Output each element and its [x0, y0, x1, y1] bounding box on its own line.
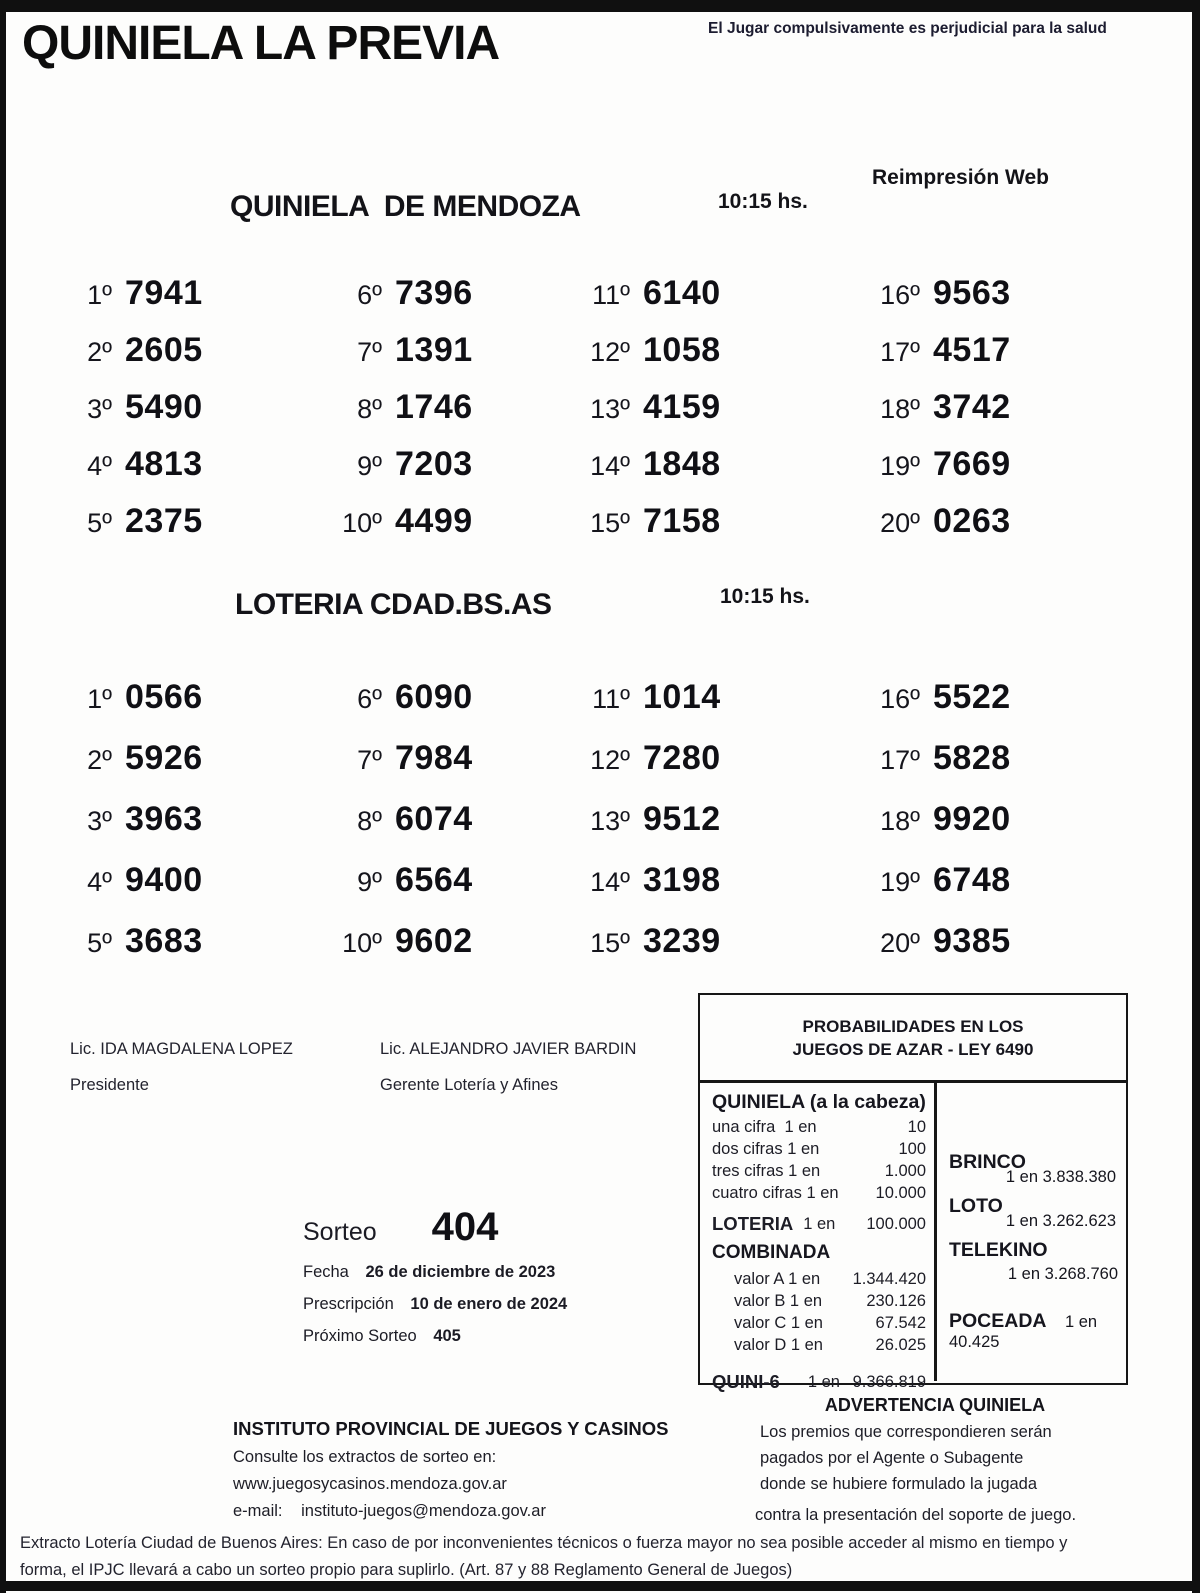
- winning-number: 5490: [125, 388, 203, 426]
- proximo-sorteo-value: 405: [433, 1327, 461, 1345]
- position-label: 14º: [590, 451, 630, 481]
- odds-row: [712, 1334, 926, 1356]
- draw-result: [330, 922, 578, 983]
- winning-number: 3742: [933, 388, 1011, 426]
- game-odds-value: 1 en 3.268.760: [1007, 1265, 1118, 1283]
- odds-label: una cifra 1 en: [712, 1118, 817, 1136]
- winning-number: 6564: [395, 861, 473, 899]
- winning-number: 0263: [933, 502, 1011, 540]
- winning-number: 6748: [933, 861, 1011, 899]
- draw-info-block: [303, 1205, 683, 1346]
- draw-result: [578, 800, 868, 861]
- prescripcion-line: [303, 1295, 683, 1314]
- position-label: 17º: [880, 745, 920, 775]
- draw-result: [868, 861, 1140, 922]
- position-label: 13º: [590, 394, 630, 424]
- winning-number: 7984: [395, 739, 473, 777]
- sorteo-line: [303, 1205, 683, 1250]
- mendoza-results-grid: [60, 274, 1140, 559]
- draw-result: [330, 861, 578, 922]
- winning-number: 9563: [933, 274, 1011, 312]
- email-value: instituto-juegos@mendoza.gov.ar: [301, 1502, 546, 1520]
- draw-result: [60, 445, 330, 502]
- winning-number: 4517: [933, 331, 1011, 369]
- game-name: TELEKINO: [949, 1239, 1048, 1261]
- results-row: [60, 922, 1140, 983]
- position-label: 2º: [87, 745, 112, 775]
- draw-result: [578, 502, 868, 559]
- advertencia-title: ADVERTENCIA QUINIELA: [824, 1395, 1046, 1415]
- draw-result: [868, 388, 1140, 445]
- position-label: 9º: [357, 867, 382, 897]
- winning-number: 4159: [643, 388, 721, 426]
- email-label: e-mail:: [233, 1502, 283, 1520]
- position-label: 5º: [87, 928, 112, 958]
- odds-value: 26.025: [875, 1336, 926, 1354]
- position-label: 11º: [592, 684, 630, 714]
- winning-number: 7669: [933, 445, 1011, 483]
- draw-result: [868, 800, 1140, 861]
- draw-result: [578, 331, 868, 388]
- winning-number: 1746: [395, 388, 473, 426]
- results-row: [60, 678, 1140, 739]
- telekino-odds: [949, 1239, 1118, 1284]
- odds-value: 10: [907, 1118, 926, 1136]
- position-label: 6º: [357, 684, 382, 714]
- winning-number: 5522: [933, 678, 1011, 716]
- draw-result: [868, 739, 1140, 800]
- odds-row: [712, 1290, 926, 1312]
- odds-value: 100.000: [866, 1215, 926, 1233]
- position-label: 4º: [87, 451, 112, 481]
- loteria-odds-row: [712, 1213, 926, 1235]
- odds-label: QUINI-6: [712, 1371, 780, 1392]
- odds-value: 1.344.420: [852, 1270, 926, 1288]
- odds-label: cuatro cifras 1 en: [712, 1184, 839, 1202]
- probabilities-title-line2: JUEGOS DE AZAR - LEY 6490: [792, 1040, 1034, 1059]
- draw-result: [578, 388, 868, 445]
- draw-result: [578, 445, 868, 502]
- winning-number: 7396: [395, 274, 473, 312]
- page-border-left: [0, 0, 6, 1593]
- winning-number: 9400: [125, 861, 203, 899]
- draw-result: [330, 678, 578, 739]
- probabilities-box: [698, 993, 1128, 1392]
- advertencia-line: contra la presentación del soporte de juego.: [755, 1506, 1077, 1524]
- winning-number: 3198: [643, 861, 721, 899]
- winning-number: 9920: [933, 800, 1011, 838]
- draw-result: [60, 739, 330, 800]
- draw-result: [578, 922, 868, 983]
- draw-result: [578, 678, 868, 739]
- position-label: 14º: [590, 867, 630, 897]
- draw-result: [578, 861, 868, 922]
- page-border-right: [1192, 0, 1200, 1593]
- winning-number: 2605: [125, 331, 203, 369]
- position-label: 3º: [87, 394, 112, 424]
- quini6-odds-row: [712, 1371, 926, 1393]
- fecha-value: 26 de diciembre de 2023: [365, 1263, 556, 1281]
- draw-result: [868, 331, 1140, 388]
- official-title: Presidente: [70, 1076, 149, 1094]
- odds-label: tres cifras 1 en: [712, 1162, 821, 1180]
- draw-result: [60, 388, 330, 445]
- prescripcion-label: Prescripción: [303, 1295, 394, 1313]
- sorteo-number: 404: [431, 1205, 499, 1249]
- official-name: Lic. ALEJANDRO JAVIER BARDIN: [380, 1040, 637, 1058]
- position-label: 16º: [880, 684, 920, 714]
- loteria-draw-title: LOTERIA CDAD.BS.AS: [235, 588, 552, 621]
- draw-result: [60, 800, 330, 861]
- winning-number: 6074: [395, 800, 473, 838]
- winning-number: 3683: [125, 922, 203, 960]
- position-label: 10º: [342, 508, 382, 538]
- draw-result: [330, 800, 578, 861]
- winning-number: 1848: [643, 445, 721, 483]
- institute-name: INSTITUTO PROVINCIAL DE JUEGOS Y CASINOS: [233, 1418, 669, 1439]
- odds-value: 100: [898, 1140, 926, 1158]
- odds-value: 10.000: [875, 1184, 926, 1202]
- odds-value: 1.000: [884, 1162, 926, 1180]
- position-label: 12º: [590, 745, 630, 775]
- game-odds-value: 1 en 3.262.623: [1005, 1212, 1116, 1230]
- winning-number: 4499: [395, 502, 473, 540]
- draw-result: [578, 739, 868, 800]
- winning-number: 4813: [125, 445, 203, 483]
- game-odds-value: 1 en 3.838.380: [1005, 1168, 1116, 1186]
- draw-result: [868, 502, 1140, 559]
- winning-number: 9512: [643, 800, 721, 838]
- draw-result: [330, 445, 578, 502]
- position-label: 8º: [357, 394, 382, 424]
- position-label: 20º: [880, 928, 920, 958]
- winning-number: 1391: [395, 331, 473, 369]
- odds-row: [712, 1182, 926, 1204]
- results-row: [60, 445, 1140, 502]
- game-odds-value: 1 en 40.425: [949, 1313, 1098, 1351]
- position-label: 13º: [590, 806, 630, 836]
- results-row: [60, 800, 1140, 861]
- position-label: 4º: [87, 867, 112, 897]
- position-label: 8º: [357, 806, 382, 836]
- page-title: QUINIELA LA PREVIA: [22, 17, 500, 70]
- odds-mid: 1 en: [807, 1373, 840, 1391]
- loteria-draw-time: 10:15 hs.: [720, 585, 810, 608]
- reprint-label: Reimpresión Web: [872, 166, 1049, 189]
- winning-number: 5926: [125, 739, 203, 777]
- advertencia-block: [745, 1395, 1165, 1525]
- official-name: Lic. IDA MAGDALENA LOPEZ: [70, 1040, 293, 1058]
- page-border-top: [0, 0, 1200, 12]
- draw-result: [330, 739, 578, 800]
- position-label: 9º: [357, 451, 382, 481]
- odds-mid: 1 en: [803, 1215, 836, 1233]
- odds-label: valor B 1 en: [734, 1292, 823, 1310]
- winning-number: 1014: [643, 678, 721, 716]
- odds-label: valor C 1 en: [734, 1314, 823, 1332]
- odds-label: dos cifras 1 en: [712, 1140, 820, 1158]
- winning-number: 7158: [643, 502, 721, 540]
- draw-result: [60, 274, 330, 331]
- odds-value: 67.542: [875, 1314, 926, 1332]
- fecha-label: Fecha: [303, 1263, 349, 1281]
- odds-row: [712, 1116, 926, 1138]
- position-label: 11º: [592, 280, 630, 310]
- draw-result: [60, 861, 330, 922]
- draw-result: [868, 445, 1140, 502]
- game-name: POCEADA: [949, 1310, 1047, 1332]
- position-label: 18º: [880, 806, 920, 836]
- position-label: 15º: [590, 508, 630, 538]
- odds-label: valor A 1 en: [734, 1270, 821, 1288]
- draw-result: [868, 678, 1140, 739]
- loteria-results-grid: [60, 678, 1140, 983]
- draw-result: [330, 274, 578, 331]
- position-label: 10º: [342, 928, 382, 958]
- institute-email-line: [233, 1502, 713, 1521]
- position-label: 7º: [357, 745, 382, 775]
- advertencia-line: donde se hubiere formulado la jugada: [760, 1475, 1038, 1493]
- mendoza-draw-title: QUINIELA DE MENDOZA: [230, 190, 581, 223]
- position-label: 15º: [590, 928, 630, 958]
- institute-block: [233, 1418, 713, 1521]
- official-manager: [380, 1040, 680, 1095]
- probabilities-title-line1: PROBABILIDADES EN LOS: [802, 1017, 1024, 1036]
- winning-number: 3239: [643, 922, 721, 960]
- winning-number: 1058: [643, 331, 721, 369]
- proximo-sorteo-line: [303, 1327, 683, 1346]
- position-label: 1º: [87, 280, 112, 310]
- draw-result: [868, 922, 1140, 983]
- prescripcion-value: 10 de enero de 2024: [410, 1295, 568, 1313]
- position-label: 1º: [87, 684, 112, 714]
- odds-label: valor D 1 en: [734, 1336, 823, 1354]
- footer-line: Extracto Lotería Ciudad de Buenos Aires: En caso de por inconvenientes técnicos o fuerza mayor no sea posible acceder al mismo en tiempo y: [20, 1534, 1068, 1552]
- winning-number: 6140: [643, 274, 721, 312]
- probabilities-left-column: [700, 1083, 937, 1392]
- position-label: 6º: [357, 280, 382, 310]
- institute-consult-text: Consulte los extractos de sorteo en:: [233, 1448, 497, 1466]
- position-label: 7º: [357, 337, 382, 367]
- position-label: 19º: [880, 451, 920, 481]
- draw-result: [60, 331, 330, 388]
- sorteo-label: Sorteo: [303, 1218, 377, 1246]
- position-label: 17º: [880, 337, 920, 367]
- odds-row: [712, 1268, 926, 1290]
- results-row: [60, 502, 1140, 559]
- odds-row: [712, 1160, 926, 1182]
- probabilities-title: [700, 995, 1126, 1083]
- footer-legal-text: [20, 1530, 1160, 1584]
- results-row: [60, 388, 1140, 445]
- draw-result: [330, 331, 578, 388]
- position-label: 18º: [880, 394, 920, 424]
- results-row: [60, 861, 1140, 922]
- winning-number: 7941: [125, 274, 203, 312]
- game-name: BRINCO: [949, 1151, 1026, 1173]
- draw-result: [330, 388, 578, 445]
- draw-result: [60, 502, 330, 559]
- winning-number: 9602: [395, 922, 473, 960]
- winning-number: 7203: [395, 445, 473, 483]
- winning-number: 5828: [933, 739, 1011, 777]
- advertencia-line: Los premios que correspondieren serán: [760, 1423, 1052, 1441]
- odds-row: [712, 1312, 926, 1334]
- position-label: 3º: [87, 806, 112, 836]
- results-row: [60, 331, 1140, 388]
- footer-line: forma, el IPJC llevará a cabo un sorteo propio para suplirlo. (Art. 87 y 88 Reglamento General de Juegos): [20, 1561, 793, 1579]
- poceada-odds: [949, 1310, 1118, 1352]
- draw-result: [578, 274, 868, 331]
- probabilities-right-column: [937, 1083, 1126, 1381]
- winning-number: 9385: [933, 922, 1011, 960]
- position-label: 12º: [590, 337, 630, 367]
- odds-value: 9.366.819: [852, 1373, 926, 1391]
- position-label: 16º: [880, 280, 920, 310]
- game-name: LOTO: [949, 1195, 1003, 1217]
- draw-result: [60, 922, 330, 983]
- advertencia-line: pagados por el Agente o Subagente: [760, 1449, 1024, 1467]
- official-president: [70, 1040, 370, 1095]
- odds-value: 230.126: [866, 1292, 926, 1310]
- loto-odds: [949, 1195, 1118, 1239]
- position-label: 2º: [87, 337, 112, 367]
- probabilities-body: [700, 1083, 1126, 1392]
- winning-number: 0566: [125, 678, 203, 716]
- winning-number: 7280: [643, 739, 721, 777]
- draw-result: [60, 678, 330, 739]
- quiniela-odds-header: QUINIELA (a la cabeza): [712, 1091, 926, 1113]
- results-row: [60, 274, 1140, 331]
- position-label: 19º: [880, 867, 920, 897]
- odds-row: [712, 1138, 926, 1160]
- winning-number: 3963: [125, 800, 203, 838]
- brinco-odds: [949, 1151, 1118, 1195]
- proximo-sorteo-label: Próximo Sorteo: [303, 1327, 417, 1345]
- combinada-odds-header: COMBINADA: [712, 1242, 831, 1263]
- mendoza-draw-time: 10:15 hs.: [718, 190, 808, 213]
- health-warning-text: El Jugar compulsivamente es perjudicial para la salud: [708, 20, 1107, 37]
- institute-website: www.juegosycasinos.mendoza.gov.ar: [233, 1475, 507, 1493]
- draw-result: [868, 274, 1140, 331]
- position-label: 5º: [87, 508, 112, 538]
- official-title: Gerente Lotería y Afines: [380, 1076, 558, 1094]
- draw-result: [330, 502, 578, 559]
- winning-number: 2375: [125, 502, 203, 540]
- winning-number: 6090: [395, 678, 473, 716]
- position-label: 20º: [880, 508, 920, 538]
- results-row: [60, 739, 1140, 800]
- fecha-line: [303, 1263, 683, 1282]
- odds-label: LOTERIA: [712, 1213, 794, 1234]
